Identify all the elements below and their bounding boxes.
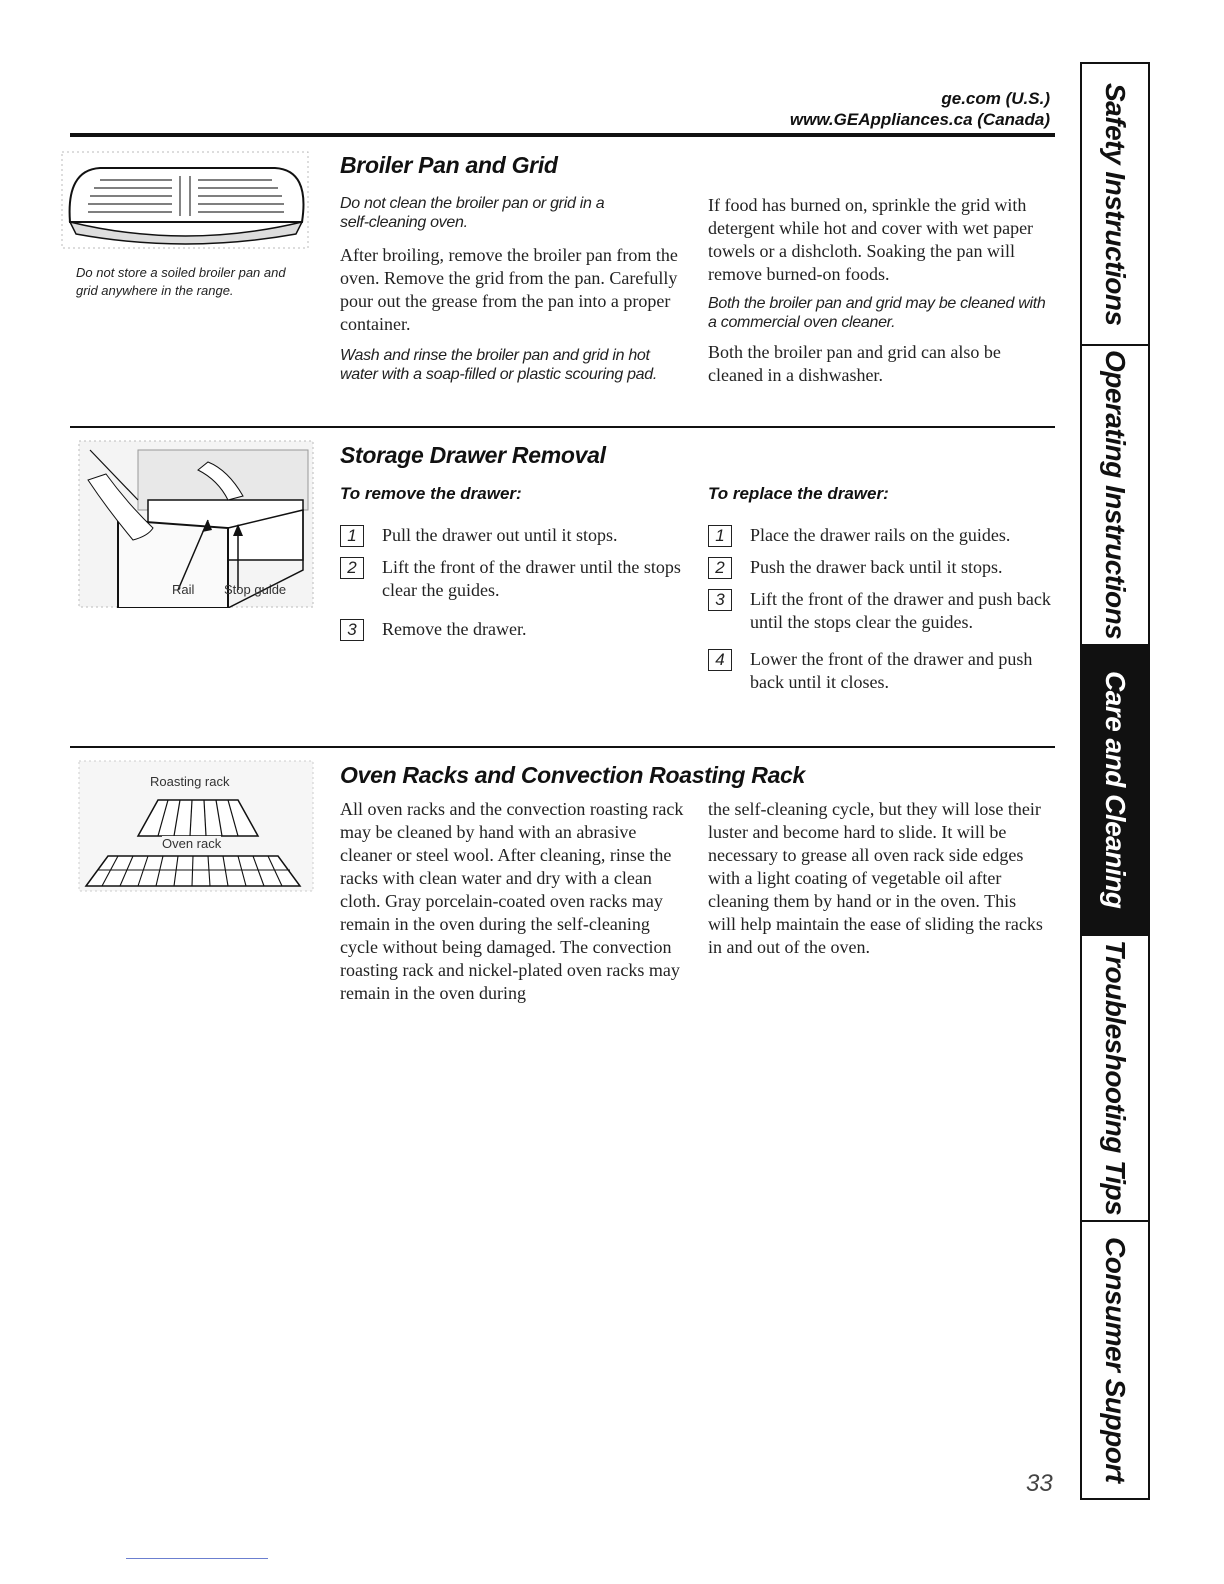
remove-step — [340, 556, 685, 602]
tab-label: Consumer Support — [1100, 1237, 1131, 1483]
step-number-badge: 3 — [708, 589, 732, 611]
drawer-stop-guide-label: Stop guide — [224, 582, 287, 597]
drawer-rail-label: Rail — [172, 582, 195, 597]
broiler-right-column — [708, 194, 1058, 387]
footer-underline — [126, 1558, 268, 1559]
racks-col1: All oven racks and the convection roasting rack may be cleaned by hand with an abrasive cleaner or steel wool. After cleaning, rinse the racks with clean water and dry with a clean cloth. Gray porcelain-coated oven racks may remain in the oven during the self-cleaning cycle without being damaged. The convection roasting rack and nickel-plated oven racks may remain in the oven during — [340, 799, 684, 1003]
drawer-replace-heading: To replace the drawer: — [708, 484, 889, 503]
page-number: 33 — [1026, 1470, 1053, 1497]
broiler-figure-caption: Do not store a soiled broiler pan and grid anywhere in the range. — [76, 265, 286, 298]
broiler-warning: Do not clean the broiler pan or grid in a self-cleaning oven. — [340, 195, 605, 231]
section-divider-2 — [70, 746, 1055, 748]
broiler-para1: After broiling, remove the broiler pan from the oven. Remove the grid from the pan. Carefully pour out the grease from the pan into a proper container. — [340, 245, 678, 334]
tab-label: Care and Cleaning — [1100, 671, 1131, 909]
tab-consumer-support[interactable] — [1082, 1222, 1148, 1498]
step-number-badge: 1 — [708, 525, 732, 547]
step-text: Place the drawer rails on the guides. — [750, 525, 1011, 545]
step-number-badge: 2 — [708, 557, 732, 579]
header-url-canada[interactable]: www.GEAppliances.ca (Canada) — [789, 110, 1050, 129]
tab-label: Troubleshooting Tips — [1100, 940, 1131, 1216]
broiler-section-title: Broiler Pan and Grid — [340, 152, 558, 178]
oven-racks-figure — [78, 760, 314, 892]
step-text: Push the drawer back until it stops. — [750, 557, 1003, 577]
broiler-para3: Both the broiler pan and grid can also be cleaned in a dishwasher. — [708, 342, 1001, 385]
remove-step — [340, 618, 685, 641]
step-number-badge: 1 — [340, 525, 364, 547]
step-text: Lift the front of the drawer and push back until the stops clear the guides. — [750, 589, 1051, 632]
racks-col2: the self-cleaning cycle, but they will lose their luster and become hard to slide. It will be necessary to grease all oven rack side edges with a light coating of vegetable oil after cleaning them by hand or in the oven. This will help maintain the ease of sliding the racks in and out of the oven. — [708, 799, 1043, 957]
step-text: Lift the front of the drawer until the stops clear the guides. — [382, 557, 681, 600]
tab-care-and-cleaning[interactable] — [1082, 646, 1148, 936]
replace-step — [708, 588, 1058, 634]
side-nav-tabs — [1080, 62, 1150, 1500]
tab-troubleshooting-tips[interactable] — [1082, 936, 1148, 1222]
broiler-pan-figure — [60, 150, 310, 250]
tab-label: Safety Instructions — [1100, 82, 1131, 326]
broiler-para2: If food has burned on, sprinkle the grid with detergent while hot and cover with wet paper towels or a dishcloth. Soaking the pan will remove burned-on foods. — [708, 195, 1034, 284]
oven-rack-label: Oven rack — [162, 836, 222, 851]
page-header — [790, 88, 1050, 130]
replace-step — [708, 648, 1058, 694]
drawer-replace-column — [708, 484, 1058, 703]
drawer-remove-heading: To remove the drawer: — [340, 484, 522, 503]
drawer-section-title: Storage Drawer Removal — [340, 442, 606, 468]
roasting-rack-label: Roasting rack — [150, 774, 230, 789]
tab-label: Operating Instructions — [1100, 350, 1131, 640]
storage-drawer-figure — [78, 440, 314, 608]
step-text: Remove the drawer. — [382, 619, 527, 639]
replace-step — [708, 556, 1058, 579]
broiler-wash-note: Wash and rinse the broiler pan and grid in hot water with a soap-filled or plastic scouring pad. — [340, 347, 658, 383]
header-rule — [70, 133, 1055, 137]
step-text: Lower the front of the drawer and push back until it closes. — [750, 649, 1033, 692]
step-text: Pull the drawer out until it stops. — [382, 525, 618, 545]
section-divider-1 — [70, 426, 1055, 428]
step-number-badge: 3 — [340, 619, 364, 641]
tab-safety-instructions[interactable] — [1082, 64, 1148, 346]
broiler-commercial-note: Both the broiler pan and grid may be cleaned with a commercial oven cleaner. — [708, 295, 1046, 331]
replace-step — [708, 524, 1058, 547]
header-url-us[interactable]: ge.com (U.S.) — [941, 89, 1050, 108]
broiler-left-column — [340, 194, 688, 384]
racks-section-title: Oven Racks and Convection Roasting Rack — [340, 762, 806, 788]
drawer-remove-column — [340, 484, 685, 650]
remove-step — [340, 524, 685, 547]
step-number-badge: 2 — [340, 557, 364, 579]
step-number-badge: 4 — [708, 649, 732, 671]
tab-operating-instructions[interactable] — [1082, 346, 1148, 646]
